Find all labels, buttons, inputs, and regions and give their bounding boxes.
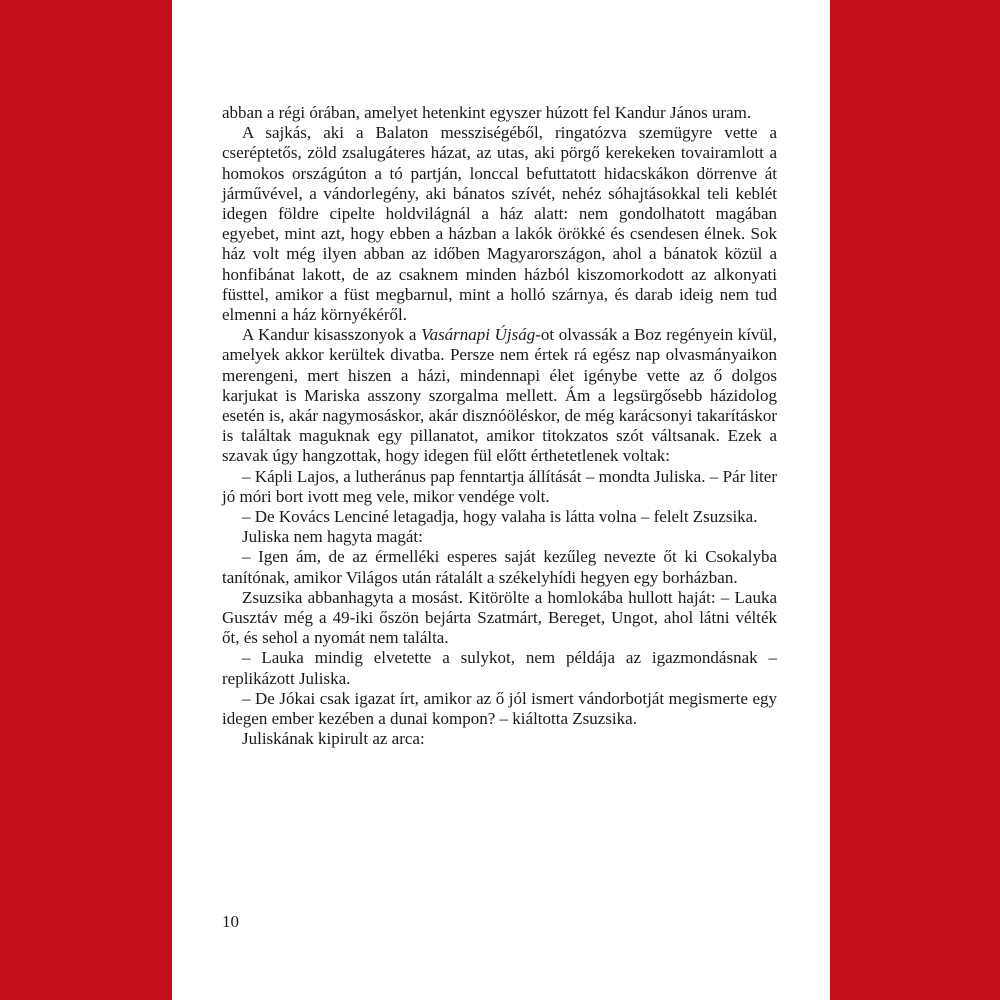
paragraph: abban a régi órában, amelyet hetenkint egyszer húzott fel Kandur János uram. xyxy=(222,103,752,122)
paragraph: – De Kovács Lenciné letagadja, hogy valaha is látta volna – felelt Zsuzsika. xyxy=(242,507,758,527)
paragraph: – Lauka mindig elvetette a sulykot, nem példája az igazmondásnak – replikázott Juliska. xyxy=(222,648,777,688)
left-red-border xyxy=(0,0,172,1000)
paragraph: Juliskának kipirult az arca: xyxy=(242,729,425,749)
paragraph: – Igen ám, de az érmelléki esperes saját kezűleg nevezte őt ki Csokalyba tanítónak, amikor Világos után rátalált a székelyhídi hegyen egy borházban. xyxy=(222,547,777,587)
paragraph: A sajkás, aki a Balaton messziségéből, ringatózva szemügyre vette a cseréptetős, zöld zsalugáteres házat, az utas, aki pörgő kerekeken tovairamlott a homokos országúton a tó partján, lonccal befuttatott hidacskákon dörrenve át járművével, a vándorlegény, aki bánatos szívét, nehéz sóhajtásokkal teli keblét idegen földre cipelte holdvilágnál a ház alatt: nem gondolhatott magában egyebet, mint azt, hogy ebben a házban a lakók örökké és csendesen élnek. Sok ház volt még ilyen abban az időben Magyarországon, ahol a bánatok közül a honfibánat lakott, de az csaknem minden házból kiszomorkodott az alkonyati füsttel, amikor a füst megbarnul, mint a holló szárnya, és darab ideig nem tud elmenni a ház környékéről. xyxy=(222,123,777,325)
paragraph: – Kápli Lajos, a lutheránus pap fenntartja állítását – mondta Juliska. – Pár liter jó móri bort ivott meg vele, mikor vendége volt. xyxy=(222,466,777,506)
book-page xyxy=(172,0,830,1000)
body-text xyxy=(222,103,777,750)
paragraph: – De Jókai csak igazat írt, amikor az ő jól ismert vándorbotját megismerte egy idegen ember kezében a dunai kompon? – kiáltotta Zsuzsika. xyxy=(222,688,777,729)
newspaper-title: Vasárnapi Újság xyxy=(421,325,536,345)
paragraph: A Kandur kisasszonyok a Vasárnapi Újság-ot olvassák a Boz regényein kívül, amelyek akkor kerültek divatba. Persze nem értek rá egész nap olvasmányaikon merengeni, mert hiszen a házi, mindennapi élet igénybe vette az ő dolgos karjukat is Mariska asszony szorgalma mellett. Ám a legsürgősebb házidolog esetén is, akár nagymosáskor, akár disznóöléskor, de még karácsonyi takarításkor is találtak maguknak egy pillanatot, amikor titokzatos szót váltsanak. Ezek a szavak úgy hangzottak, hogy idegen fül előtt érthetetlenek voltak: xyxy=(222,325,777,466)
right-red-border xyxy=(830,0,1000,1000)
paragraph: Zsuzsika abbanhagyta a mosást. Kitörölte a homlokába hullott haját: – Lauka Gusztáv még a 49-iki őszön bejárta Szatmárt, Bereget, Ungot, ahol látni vélték őt, és sehol a nyomát nem találta. xyxy=(222,587,777,648)
page-number: 10 xyxy=(222,912,239,931)
paragraph: Juliska nem hagyta magát: xyxy=(242,527,423,547)
